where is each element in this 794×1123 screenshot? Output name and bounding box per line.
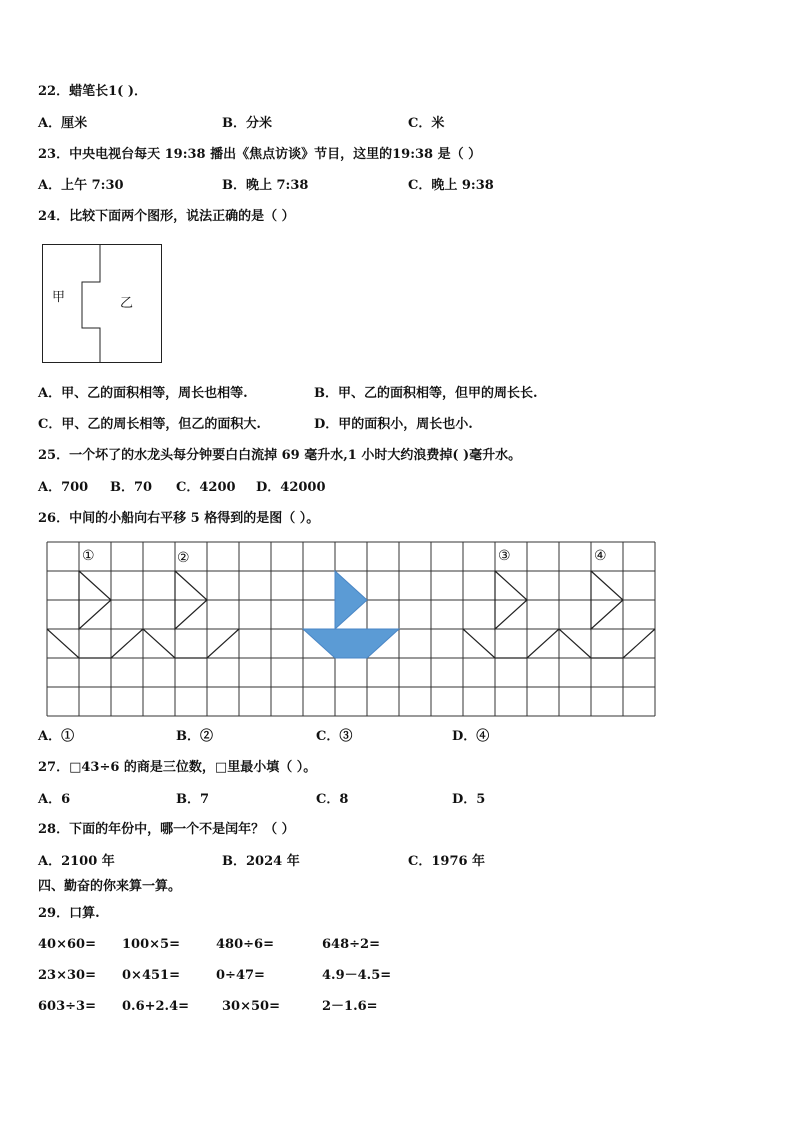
boat-label-4: ④ <box>594 548 607 564</box>
q25-option-a[interactable]: A．700 <box>38 480 89 495</box>
calc-item: 40×60= <box>38 937 96 952</box>
q23-option-c[interactable]: C．晚上 9:38 <box>408 178 494 193</box>
q22-option-a[interactable]: A．厘米 <box>38 116 88 131</box>
calc-item: 603÷3= <box>38 999 96 1014</box>
boat-3 <box>463 571 559 658</box>
shape-yi-label: 乙 <box>120 296 134 311</box>
q24-stem: 24．比较下面两个图形，说法正确的是（ ） <box>38 209 295 224</box>
q26-option-b[interactable]: B．② <box>176 729 213 744</box>
q25-option-c[interactable]: C．4200 <box>176 480 236 495</box>
calc-item: 0.6+2.4= <box>122 999 190 1014</box>
q25-stem: 25．一个坏了的水龙头每分钟要白白流掉 69 毫升水,1 小时大约浪费掉( )毫升水。 <box>38 448 522 463</box>
q25-option-b[interactable]: B．70 <box>110 480 153 495</box>
calc-item: 2－1.6= <box>322 999 378 1014</box>
q22-option-b[interactable]: B．分米 <box>222 116 272 131</box>
q23-option-a[interactable]: A．上午 7:30 <box>38 178 124 193</box>
boat-1 <box>47 571 143 658</box>
q26-option-d[interactable]: D．④ <box>452 729 490 744</box>
q25-option-d[interactable]: D．42000 <box>256 480 326 495</box>
boat-2 <box>143 571 239 658</box>
calc-item: 480÷6= <box>216 937 274 952</box>
q28-stem: 28．下面的年份中，哪一个不是闰年？（ ） <box>38 822 295 837</box>
q24-option-c[interactable]: C．甲、乙的周长相等，但乙的面积大. <box>38 417 261 432</box>
shape-jia-label: 甲 <box>52 290 66 305</box>
calc-item: 100×5= <box>122 937 180 952</box>
calc-item: 30×50= <box>222 999 280 1014</box>
boat-label-3: ③ <box>498 548 511 564</box>
q27-option-d[interactable]: D．5 <box>452 792 486 807</box>
boat-label-2: ② <box>177 550 190 566</box>
calc-item: 648÷2= <box>322 937 380 952</box>
q23-stem: 23．中央电视台每天 19:38 播出《焦点访谈》节目，这里的19:38 是（ ） <box>38 147 482 162</box>
q26-option-c[interactable]: C．③ <box>316 729 353 744</box>
q27-option-b[interactable]: B．7 <box>176 792 210 807</box>
calc-item: 0×451= <box>122 968 180 983</box>
q24-option-a[interactable]: A．甲、乙的面积相等，周长也相等. <box>38 386 248 401</box>
boat-4 <box>559 571 655 658</box>
middle-boat <box>303 571 399 658</box>
boat-grid-figure <box>47 542 655 716</box>
q26-stem: 26．中间的小船向右平移 5 格得到的是图（ ）。 <box>38 511 320 526</box>
q28-option-c[interactable]: C．1976 年 <box>408 854 486 869</box>
q28-option-b[interactable]: B．2024 年 <box>222 854 300 869</box>
q28-option-a[interactable]: A．2100 年 <box>38 854 115 869</box>
calc-item: 4.9－4.5= <box>322 968 392 983</box>
q27-stem: 27．□43÷6 的商是三位数，□里最小填（ ）。 <box>38 760 317 775</box>
q27-option-c[interactable]: C．8 <box>316 792 349 807</box>
q24-option-d[interactable]: D．甲的面积小，周长也小. <box>314 417 473 432</box>
section-heading: 四、勤奋的你来算一算。 <box>38 879 182 894</box>
q22-option-c[interactable]: C．米 <box>408 116 445 131</box>
q27-option-a[interactable]: A．6 <box>38 792 71 807</box>
boat-label-1: ① <box>82 548 95 564</box>
calc-item: 23×30= <box>38 968 96 983</box>
q22-stem: 22．蜡笔长1( )． <box>38 84 147 99</box>
q29-stem: 29．口算. <box>38 906 100 921</box>
q23-option-b[interactable]: B．晚上 7:38 <box>222 178 309 193</box>
q26-option-a[interactable]: A．① <box>38 729 75 744</box>
calc-item: 0÷47= <box>216 968 265 983</box>
q24-option-b[interactable]: B．甲、乙的面积相等，但甲的周长长. <box>314 386 538 401</box>
